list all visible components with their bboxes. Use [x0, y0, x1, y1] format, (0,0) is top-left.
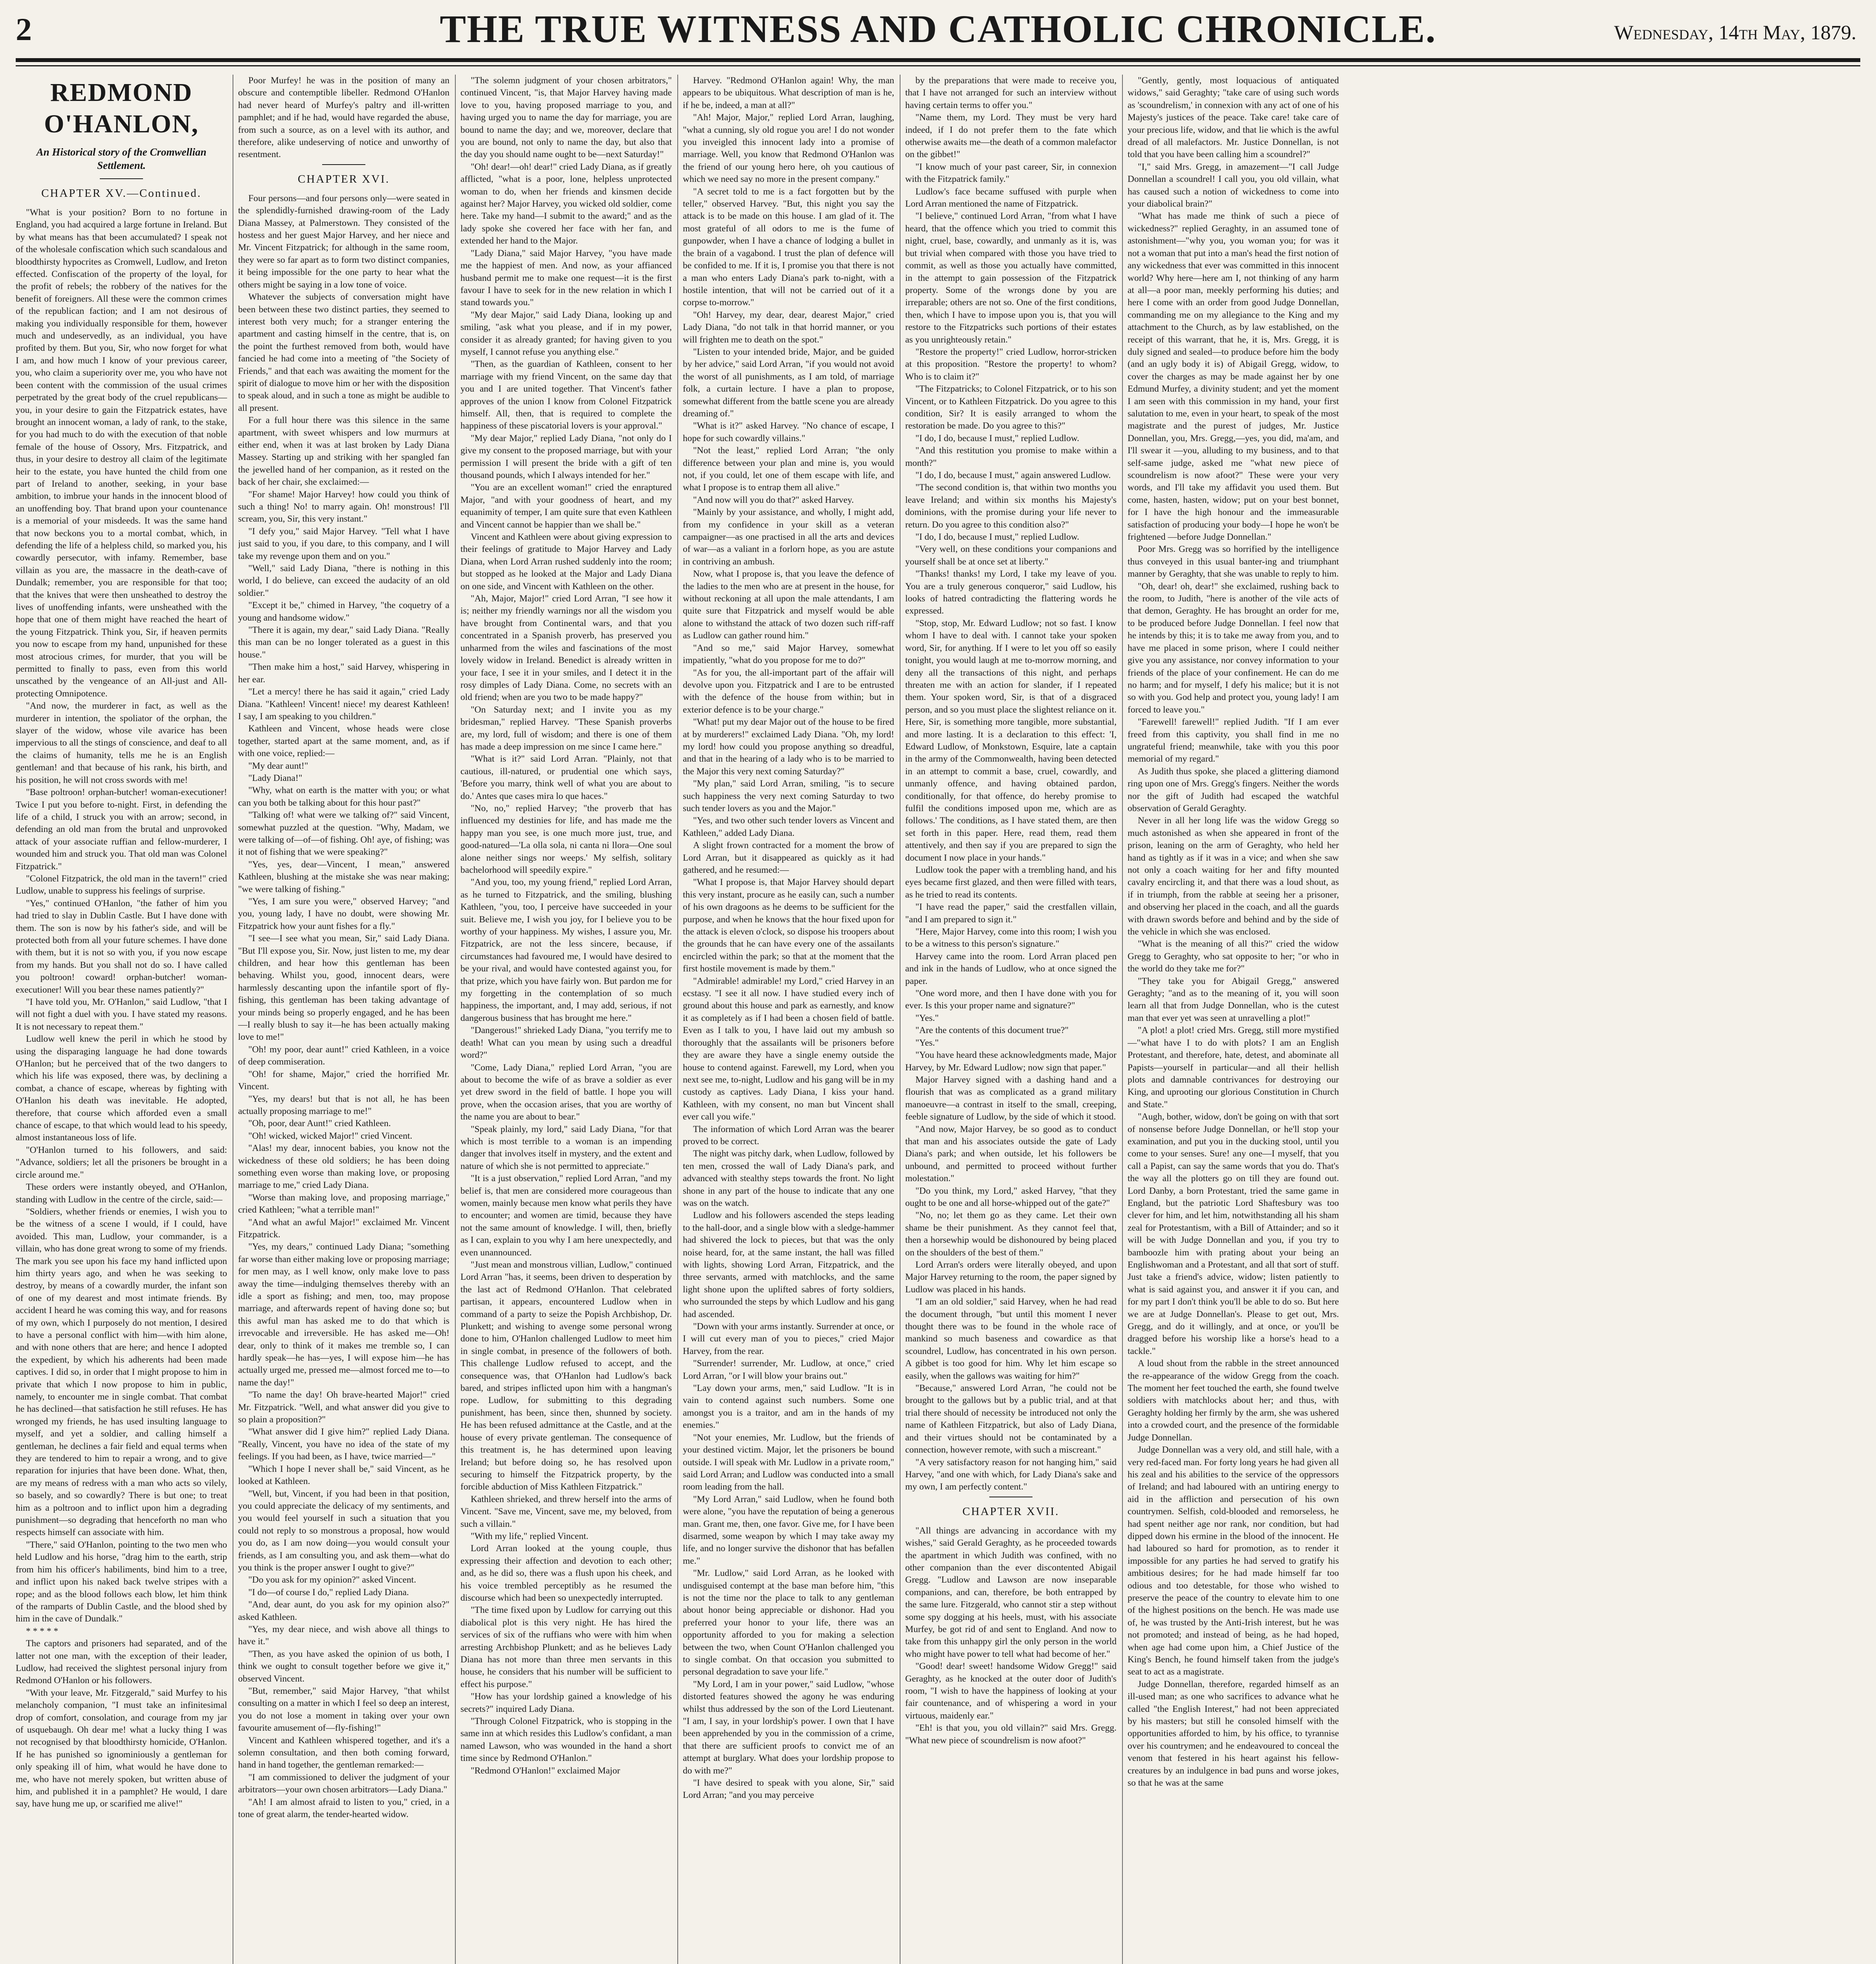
article-paragraph: "O'Hanlon turned to his followers, and said: "Advance, soldiers; let all the prisoners be brought in a circle around me." [16, 1145, 227, 1180]
article-paragraph: These orders were instantly obeyed, and O'Hanlon, standing with Ludlow in the centre of the circle, said:— [16, 1182, 227, 1205]
article-paragraph: "Augh, bother, widow, don't be going on with that sort of nonsense before Judge Donnellan, or he'll stop your examination, and put you in the ducking stool, until you come to your senses. Sure! any one—I myself, that you call a Papist, can say the same words that you do. That's the way all the plotters go on till they are found out. Lord Danby, a born Protestant, tried the same game in England, but the patriotic Lord Shaftesbury was too clever for him, and let him, notwithstanding all his sham zeal for Protestantism, with a Bill of Attainder; and so it will be with Judge Donnellan and you, if you try to bamboozle him with prating about your being an Englishwoman and a Protestant, and all that sort of stuff. Just take a friend's advice, widow; listen patiently to what is said against you, and answer it if you can, and for my part I don't think you'll be able to do so. But here we are at Judge Donnellan's. Please to get out, Mrs. Gregg, and do it willingly, and at once, or you'll be dragged before his worship like a horse's head to a tackle." [1128, 1112, 1339, 1356]
article-paragraph: "Farewell! farewell!" replied Judith. "If I am ever freed from this captivity, you shall find in me no ungrateful friend; meanwhile, take with you this poor memorial of my regard." [1128, 717, 1339, 764]
masthead [16, 5, 1860, 56]
article-paragraph: "I know much of your past career, Sir, in connexion with the Fitzpatrick family." [905, 161, 1117, 185]
column-4 [683, 75, 894, 1964]
columns [16, 75, 1860, 1964]
column-body [1128, 75, 1339, 1789]
article-paragraph: "Ah! Major, Major," replied Lord Arran, laughing, "what a cunning, sly old rogue you are! I do not wonder you inveigled this innocent lady into a promise of marriage. Well, you know that Redmond O'Hanlon was the friend of our young hero here, oh you cautious of which we need say no more in the present company." [683, 112, 894, 185]
article-paragraph: "And you, too, my young friend," replied Lord Arran, as he turned to Fitzpatrick, and the smiling, blushing Kathleen, "you, too, I perceive have succeeded in your suit. Believe me, I wish you joy, for I believe you to be worthy of your happiness. My wishes, I assure you, Mr. Fitzpatrick, are not the less sincere, because, if circumstances had favoured me, I would have desired to be your rival, and would have contested against you, for that prize, which you have fairly won. But pardon me for my forgetting in the contemplation of so much happiness, the important, and, I may add, serious, if not dangerous business that has brought me here." [460, 877, 672, 1023]
article-paragraph: "No, no; let them go as they came. Let their own shame be their punishment. As they cannot feel that, then a horsewhip would be dishonoured by being placed on the shoulders of the best of them." [905, 1210, 1117, 1258]
title-rule [100, 178, 143, 179]
article-paragraph: "You have heard these acknowledgments made, Major Harvey, by Mr. Edward Ludlow; now sign that paper." [905, 1050, 1117, 1073]
article-paragraph: "Colonel Fitzpatrick, the old man in the tavern!" cried Ludlow, unable to suppress his feelings of surprise. [16, 873, 227, 896]
article-paragraph: "Yes," continued O'Hanlon, "the father of him you had tried to slay in Dublin Castle. But I have done with them. The son is now by his father's side, and will be protected both from all your future schemes. I have done with them, but it is not so with you, if you now escape from my hands. But you shall not do so. I have called you poltroon! coward! orphan-butcher! woman-executioner! Will you bear these names patiently?" [16, 898, 227, 995]
article-paragraph: "Surrender! surrender, Mr. Ludlow, at once," cried Lord Arran, "or I will blow your brains out." [683, 1358, 894, 1381]
article-paragraph: "Yes, yes, dear—Vincent, I mean," answered Kathleen, blushing at the mistake she was near making; "we were talking of fishing." [238, 859, 449, 894]
story-title: REDMOND O'HANLON, [44, 78, 199, 138]
article-paragraph: by the preparations that were made to receive you, that I have not arranged for such an interview without having certain terms to offer you." [905, 75, 1117, 110]
article-paragraph: "Yes, my dears! but that is not all, he has been actually proposing marriage to me!" [238, 1094, 449, 1116]
article-paragraph: "Lady Diana," said Major Harvey, "you have made me the happiest of men. And now, as your affianced husband permit me to make one request—it is the first favour I have to seek for in the new relation in which I stand towards you." [460, 248, 672, 308]
article-paragraph: "How has your lordship gained a knowledge of his secrets?" inquired Lady Diana. [460, 1691, 672, 1714]
article-paragraph: Whatever the subjects of conversation might have been between these two distinct parties, they seemed to interest both very much; for a stranger entering the apartment and casting himself in the centre, that is, on the point the furthest removed from both, would have fancied he had come into a meeting of "the Society of Friends," and that each was awaiting the moment for the spirit of dialogue to move him or her with the disposition to speak aloud, and in such a tone as might be audible to all present. [238, 292, 449, 413]
article-paragraph: "What is it?" said Lord Arran. "Plainly, not that cautious, ill-natured, or prudential one which says, 'Before you marry, think well of what you are about to do.' Antes que cases mira lo que haces." [460, 754, 672, 801]
article-paragraph: Kathleen and Vincent, whose heads were close together, started apart at the same moment, and, as if with one voice, replied:— [238, 724, 449, 759]
article-paragraph: Ludlow well knew the peril in which he stood by using the disparaging language he had done towards O'Hanlon; but he perceived that of the two dangers to which his life was exposed, there was, by declining a combat, a chance of escape, whereas by fighting with O'Hanlon his death was inevitable. He adopted, therefore, that course which afforded even a small chance of escape, to that which would lead to his speedy, almost instantaneous loss of life. [16, 1034, 227, 1143]
article-paragraph: "Good! dear! sweet! handsome Widow Gregg!" said Geraghty, as he knocked at the outer door of Judith's room, "I wish to have the happiness of looking at your fair countenance, and of whispering a word in your virtuous, maidenly ear." [905, 1661, 1117, 1721]
article-paragraph: "Ah! I am almost afraid to listen to you," cried, in a tone of great alarm, the tender-hearted widow. [238, 1797, 449, 1820]
article-paragraph: "They take you for Abigail Gregg," answered Geraghty; "and as to the meaning of it, you will soon learn all that from Judge Donnellan, who is the cutest man that ever yet was seen at unravelling a plot!" [1128, 976, 1339, 1023]
article-paragraph: "I do, I do, because I must," replied Ludlow. [915, 532, 1080, 542]
article-paragraph: "Speak plainly, my lord," said Lady Diana, "for that which is most terrible to a woman is an impending danger that involves itself in mystery, and the extent and nature of which she is not permitted to appreciate." [460, 1124, 672, 1171]
article-paragraph: "Yes, my dear niece, and wish above all things to have it." [238, 1624, 449, 1647]
article-paragraph: "There," said O'Hanlon, pointing to the two men who held Ludlow and his horse, "drag him to the earth, strip from him his officer's habiliments, bind him to a tree, and inflict upon his naked back twelve stripes with a rope; and as the blood follows each blow, let him think of the ramparts of Dublin Castle, and the blood shed by him in the cave of Dundalk." [16, 1539, 227, 1624]
article-paragraph: Vincent and Kathleen were about giving expression to their feelings of gratitude to Major Harvey and Lady Diana, when Lord Arran rushed suddenly into the room; but stopped as he looked at the Major and Lady Diana on one side, and Vincent with Kathleen on the other. [460, 532, 672, 592]
article-paragraph: "The second condition is, that within two months you leave Ireland; and within six months his Majesty's dominions, with the promise during your life never to return. Do you agree to this condition also?" [905, 482, 1117, 530]
article-paragraph: "There it is again, my dear," said Lady Diana. "Really this man can be no longer tolerated as a guest in this house." [238, 625, 449, 660]
column-2 [238, 75, 449, 1964]
article-paragraph: Major Harvey signed with a dashing hand and a flourish that was as complicated as a grand military manoeuvre—a contrast in itself to the small, creeping, feeble signature of Ludlow, by the side of which it stood. [905, 1074, 1117, 1122]
article-paragraph: "Oh! wicked, wicked Major!" cried Vincent. [248, 1130, 413, 1141]
article-paragraph: Harvey. "Redmond O'Hanlon again! Why, the man appears to be ubiquitous. What description of man is he, if he be, indeed, a man at all?" [683, 75, 894, 110]
article-paragraph: "Not your enemies, Mr. Ludlow, but the friends of your destined victim. Major, let the prisoners be bound outside. I will speak with Mr. Ludlow in a private room," said Lord Arran; and Ludlow was conducted into a small room leading from the hall. [683, 1432, 894, 1492]
article-paragraph: "And this restitution you promise to make within a month?" [905, 445, 1117, 468]
article-paragraph: "Do you think, my Lord," asked Harvey, "that they ought to be one and all horse-whipped out of the gate?" [905, 1185, 1117, 1208]
article-paragraph: Ludlow took the paper with a trembling hand, and his eyes became first glazed, and then were filled with tears, as he tried to read its contents. [905, 865, 1117, 900]
article-paragraph: "The Fitzpatricks; to Colonel Fitzpatrick, or to his son Vincent, or to Kathleen Fitzpatrick. Do you agree to this condition, Sir? It is easily arranged to whom the restoration be made. Do you agree to this?" [905, 384, 1117, 431]
article-paragraph: "Lady Diana!" [248, 773, 303, 783]
article-paragraph: "Here, Major Harvey, come into this room; I wish you to be a witness to this person's signature." [905, 927, 1117, 949]
article-paragraph: As Judith thus spoke, she placed a glittering diamond ring upon one of Mrs. Gregg's fingers. Neither the words nor the gift of Judith had escaped the watchful observation of Gerald Geraghty. [1128, 766, 1339, 813]
article-paragraph: "I do, I do, because I must," replied Ludlow. [915, 433, 1080, 443]
masthead-rule [16, 58, 1860, 62]
article-paragraph: "One word more, and then I have done with you for ever. Is this your proper name and signature?" [905, 988, 1117, 1011]
article-paragraph: A slight frown contracted for a moment the brow of Lord Arran, but it disappeared as quickly as it had gathered, and he resumed:— [683, 840, 894, 875]
article-paragraph: "Mainly by your assistance, and wholly, I might add, from my confidence in your skill as a veteran campaigner—as one practised in all the arts and devices of war—as a valiant in a forlorn hope, as you are astute in contriving an ambush. [683, 507, 894, 567]
article-paragraph: Ludlow's face became suffused with purple when Lord Arran mentioned the name of Fitzpatrick. [905, 186, 1117, 209]
article-paragraph: "Oh, dear! oh, dear!" she exclaimed, rushing back to the room, to Judith, "here is another of the vile acts of that demon, Geraghty. He has brought an order for me, to be produced before Judge Donnellan. I feel now that he intends by this; it is to take me away from you, and to have me placed in some prison, where I could neither give you any assistance, nor convey information to your friends of the place of your confinement. He can do me no harm; and for myself, I defy his malice; but it is not so with you. God help and protect you, young lady! I am forced to leave you." [1128, 581, 1339, 715]
article-paragraph: "On Saturday next; and I invite you as my bridesman," replied Harvey. "These Spanish proverbs are, my lord, full of wisdom; and there is one of them has made a deep impression on me since I came here." [460, 704, 672, 752]
article-paragraph: "Let a mercy! there he has said it again," cried Lady Diana. "Kathleen! Vincent! niece! my dearest Kathleen! I say, I am speaking to you children." [238, 687, 449, 722]
article-paragraph: "Are the contents of this document true?" [915, 1025, 1069, 1036]
article-paragraph: "To name the day! Oh brave-hearted Major!" cried Mr. Fitzpatrick. "Well, and what answer did you give to so plain a proposition?" [238, 1390, 449, 1425]
column-divider [1122, 75, 1123, 1964]
article-paragraph: "My Lord Arran," said Ludlow, when he found both were alone, "you have the reputation of being a generous man. Grant me, then, one favor. Give me, for I have been disarmed, some weapon by which I may take away my life, and no longer survive the dishonor that has befallen me." [683, 1494, 894, 1566]
article-paragraph: "The solemn judgment of your chosen arbitrators," continued Vincent, "is, that Major Harvey having made love to you, having proposed marriage to you, and having urged you to name the day for marriage, you are bound to name the day; and we, moreover, declare that you are bound, not only to name the day, but also that the day you should name ought to be—next Saturday!" [460, 75, 672, 160]
article-paragraph: For a full hour there was this silence in the same apartment, with sweet whispers and low murmurs at either end, when it was at last broken by Lady Diana Massey. Starting up and striking with her spangled fan the jewelled hand of her companion, as it rested on the back of her chair, she exclaimed:— [238, 415, 449, 487]
article-paragraph: "Oh! for shame, Major," cried the horrified Mr. Vincent. [238, 1069, 449, 1092]
article-paragraph: "And so me," said Major Harvey, somewhat impatiently, "what do you propose for me to do?" [683, 643, 894, 666]
article-paragraph: "You are an excellent woman!" cried the enraptured Major, "and with your goodness of heart, and my equanimity of temper, I am quite sure that even Kathleen and Vincent cannot be happier than we shall be." [460, 482, 672, 530]
article-paragraph: "I am an old soldier," said Harvey, when he had read the document through, "but until this moment I never thought there was to be found in the whole race of mankind so much baseness and cowardice as that scoundrel, Ludlow, has concentrated in his own person. A gibbet is too good for him. Why let him escape so easily, when the gallows was waiting for him?" [905, 1297, 1117, 1381]
column-body [905, 1525, 1117, 1747]
article-paragraph: Poor Mrs. Gregg was so horrified by the intelligence thus conveyed in this usual banter-ing and triumphant manner by Geraghty, that she was unable to reply to him. [1128, 544, 1339, 579]
section-rule [322, 164, 365, 165]
article-paragraph: Judge Donnellan, therefore, regarded himself as an ill-used man; as one who sacrifices to advance what he called "the English Interest," had not been appreciated by his masters; but still he consoled himself with the opportunities afforded to him, by his office, to tyrannise over his countrymen; and he endeavoured to conceal the venom that festered in his heart against his fellow-creatures by an indulgence in bad puns and worse jokes, so that he was at the same [1128, 1679, 1339, 1788]
article-paragraph: "No, no," replied Harvey; "the proverb that has influenced my destinies for life, and has made me the happy man you see, is one much more just, true, and good-natured—'La olla sola, ni canta ni llora—One soul alone neither sings nor weeps.' My selfish, solitary bachelorhood will speedily expire." [460, 803, 672, 875]
article-paragraph: "What is the meaning of all this?" cried the widow Gregg to Geraghty, who sat opposite to her; "or who in the world do they take me for?" [1128, 939, 1339, 974]
column-body [683, 75, 894, 1802]
column-body [238, 75, 449, 161]
article-paragraph: "Because," answered Lord Arran, "he could not be brought to the gallows but by a public trial, and at that trial there should of necessity be introduced not only the name of Kathleen Fitzpatrick, but also of Lady Diana, and their virtues should not be contaminated by a connection, however remote, with such a miscreant." [905, 1383, 1117, 1455]
article-paragraph: "Except it be," chimed in Harvey, "the coquetry of a young and handsome widow." [238, 600, 449, 623]
article-paragraph: Lord Arran looked at the young couple, thus expressing their affection and devotion to each other; and, as he did so, there was a flush upon his cheek, and his voice trembled perceptibly as he resumed the discourse which had been so unexpectedly interrupted. [460, 1543, 672, 1603]
article-paragraph: The information of which Lord Arran was the bearer proved to be correct. [683, 1124, 894, 1147]
column-divider [455, 75, 456, 1964]
article-paragraph: "Oh! my poor, dear aunt!" cried Kathleen, in a voice of deep commiseration. [238, 1044, 449, 1067]
column-5 [905, 75, 1117, 1964]
article-paragraph: Never in all her long life was the widow Gregg so much astonished as when she appeared in front of the prison, leaning on the arm of Geraghty, who held her hand as tightly as if it was in a vice; and when she saw not only a coach waiting for her and fifty mounted cavalry encircling it, and that there was a loud shout, as if in triumph, from the rabble at seeing her a prisoner, and observing her placed in the coach, and all the guards with drawn swords before and behind and by the side of the vehicle in which she was enclosed. [1128, 815, 1339, 937]
article-paragraph: "Listen to your intended bride, Major, and be guided by her advice," said Lord Arran, "if you would not avoid the worst of all punishments, as I am told, of marriage folk, a curtain lecture. I have a plan to propose, somewhat different from the battle scene you are already dreaming of." [683, 346, 894, 419]
article-paragraph: "Then, as you have asked the opinion of us both, I think we ought to consult together before we give it," observed Vincent. [238, 1649, 449, 1684]
article-paragraph: "I do, I do, because I must," again answered Ludlow. [915, 470, 1111, 480]
column-1 [16, 75, 227, 1964]
chapter-heading: CHAPTER XV.—Continued. [41, 187, 202, 200]
article-paragraph: "Redmond O'Hanlon!" exclaimed Major [471, 1765, 620, 1776]
article-paragraph: "I have desired to speak with you alone, Sir," said Lord Arran; "and you may perceive [683, 1778, 894, 1801]
article-paragraph: "Mr. Ludlow," said Lord Arran, as he looked with undisguised contempt at the base man before him, "this is not the time nor the place to talk to any gentleman about honor being appreciable or dishonor. Had you preferred your honor to your life, there was an opportunity afforded to you for making a selection between the two, when Count O'Hanlon challenged you to single combat. On that occasion you submitted to personal degradation to save your life." [683, 1568, 894, 1677]
chapter-heading: CHAPTER XVII. [962, 1505, 1060, 1518]
article-paragraph: "And now, Major Harvey, be so good as to conduct that man and his associates outside the gate of Lady Diana's park; and when outside, let his followers be unbound, and permitted to proceed without further molestation." [905, 1124, 1117, 1184]
article-paragraph: "Yes, my dears," continued Lady Diana; "something far worse than either making love or proposing marriage; for men may, as I well know, only make love to pass away the time—indulging themselves thereby with an idle a sport as fishing; and men, too, may propose marriage, and afterwards repent of having done so; but this awful man has asked me to do that which is irrevocable and irreversible. He has asked me—Oh! dear, only to think of it makes me tremble so, I can hardly speak—he has—yes, I will expose him—he has actually urged me, pressed me—almost forced me to—to name the day!" [238, 1242, 449, 1388]
article-paragraph: "I have told you, Mr. O'Hanlon," said Ludlow, "that I will not fight a duel with you. I have stated my reasons. It is not necessary to repeat them." [16, 997, 227, 1032]
article-paragraph: "I believe," continued Lord Arran, "from what I have heard, that the offence which you tried to commit this night, cruel, base, cowardly, and unmanly as it is, was but trivial when compared with those you have tried to commit, as well as those you actually have committed, in the attempt to gain possession of the Fitzpatrick property. Some of the wrongs done by you are irreparable; others are not so. One of the first conditions, then, which I have to impose upon you is, that you will restore to the Fitzpatricks such portions of their estates as you unrighteously retain." [905, 211, 1117, 345]
issue-date: Wednesday, 14th May, 1879. [1614, 22, 1856, 44]
article-paragraph: "Base poltroon! orphan-butcher! woman-executioner! Twice I put you before to-night. First, in defending the life of a child, I struck you with an arrow; second, in defending an old man from the brutal and unprovoked attack of your associate ruffian and fellow-murderer, I wounded him and struck you. That old man was Colonel Fitzpatrick." [16, 787, 227, 872]
article-paragraph: "Well, but, Vincent, if you had been in that position, you could appreciate the delicacy of my sentiments, and you would feel yourself in such a situation that you could not reply to so monstrous a proposal, how would you do, as I am now doing—you would consult your friends, as I am consulting you, and ask them—what do you think is the proper answer I ought to give?" [238, 1488, 449, 1573]
article-paragraph: "My dear Major," replied Lady Diana, "not only do I give my consent to the proposed marriage, but with your permission I will present the bride with a gift of ten thousand pounds, which I always intended for her." [460, 433, 672, 480]
article-paragraph: "I see—I see what you mean, Sir," said Lady Diana. "But I'll expose you, Sir. Now, just listen to me, my dear children, and hear how this gentleman has been behaving. Whilst you, good, innocent dears, were harmlessly descanting upon the infantile sport of fly-fishing, this gentleman has been taking advantage of your minds being so properly engaged, and he has been—I really blush to say it—he has been actually making love to me!" [238, 933, 449, 1042]
article-paragraph: "Dangerous!" shrieked Lady Diana, "you terrify me to death! What can you mean by using such a dreadful word?" [460, 1025, 672, 1061]
article-paragraph: "My Lord, I am in your power," said Ludlow, "whose distorted features showed the agony he was enduring whilst thus addressed by the son of the Lord Lieutenant. "I am, I say, in your lordship's power. I own that I have been apprehended by you in the commission of a crime, that there are sufficient proofs to convict me of an attempt at burglary. What does your lordship propose to do with me?" [683, 1679, 894, 1776]
article-paragraph: "Yes." [915, 1013, 939, 1023]
article-paragraph: Now, what I propose is, that you leave the defence of the ladies to the men who are at present in the house, for without reckoning at all upon the male attendants, I am quite sure that Fitzpatrick and myself would be able alone to withstand the attack of two dozen such riff-raff as Ludlow can gather round him." [683, 569, 894, 641]
article-paragraph: "What is it?" asked Harvey. "No chance of escape, I hope for such cowardly villains." [683, 421, 894, 443]
article-paragraph: "And now, the murderer in fact, as well as the murderer in intention, the spoliator of the orphan, the slayer of the widow, whose vile avarice has been impervious to all the stings of conscience, and deaf to all the claims of humanity, tells me he is an English gentleman! and that because of his rank, his birth, and his position, he will not cross swords with me! [16, 701, 227, 785]
article-paragraph: "What answer did I give him?" replied Lady Diana. "Really, Vincent, you have no idea of the state of my feelings. If you had been, as I have, twice married—" [238, 1427, 449, 1462]
article-paragraph: Vincent and Kathleen whispered together, and it's a solemn consultation, and then both coming forward, hand in hand together, the gentleman remarked:— [238, 1735, 449, 1770]
column-body [238, 192, 449, 1821]
article-paragraph: "Then make him a host," said Harvey, whispering in her ear. [238, 662, 449, 685]
article-paragraph: "I do—of course I do," replied Lady Diana. [248, 1587, 409, 1598]
column-divider [677, 75, 678, 1964]
article-paragraph: Poor Murfey! he was in the position of many an obscure and contemptible libeller. Redmond O'Hanlon had never heard of Murfey's paltry and ill-written pamphlet; and if he had, would have regarded the abuse, from such a source, as on a level with its author, and therefore, alike undeserving of notice and unworthy of resentment. [238, 75, 449, 160]
article-paragraph: "Stop, stop, Mr. Edward Ludlow; not so fast. I know whom I have to deal with. I cannot take your spoken word, Sir, for anything. If I were to let you off so easily tonight, you would laugh at me to-morrow morning, and deny all the transactions of this night, and perhaps threaten me with an action for slander, if I repeated them. Your spoken word, Sir, is that of a disgraced person, and so you must place the slightest reliance on it. Here, Sir, is something more tangible, more substantial, and more lasting. It is a declaration to this effect: 'I, Edward Ludlow, of Monkstown, Esquire, late a captain in the army of the Commonwealth, having been detected in an attempt to commit a base, cruel, cowardly, and unmanly offence, and having obtained pardon, conditionally, for that offence, do hereby promise to fulfil the conditions imposed upon me, which are as follows.' The conditions, as I have stated them, are then set forth in this paper. Here, read them, read them attentively, and then say if you are prepared to sign the document I now place in your hands." [905, 618, 1117, 863]
article-paragraph: "Restore the property!" cried Ludlow, horror-stricken at this proposition. "Restore the property! to whom? Who is to claim it?" [905, 346, 1117, 382]
article-paragraph: "But, remember," said Major Harvey, "that whilst consulting on a matter in which I feel so deep an interest, you do not lose a moment in taking over your own favourite amusement of—fly-fishing!" [238, 1686, 449, 1733]
article-paragraph: "As for you, the all-important part of the affair will devolve upon you. Fitzpatrick and I are to be entrusted with the defence of the house from within; but in exterior defence is to be your charge." [683, 667, 894, 715]
article-paragraph: Lord Arran's orders were literally obeyed, and upon Major Harvey returning to the room, the paper signed by Ludlow was placed in his hands. [905, 1260, 1117, 1295]
article-paragraph: "A very satisfactory reason for not hanging him," said Harvey, "and one with which, for Lady Diana's sake and my own, I am perfectly content." [905, 1457, 1117, 1492]
article-paragraph: "And, dear aunt, do you ask for my opinion also?" asked Kathleen. [238, 1599, 449, 1622]
article-paragraph: "What has made me think of such a piece of wickedness?" replied Geraghty, in an assumed tone of astonishment—"why you, you woman you; for was it not a woman that put into a man's head the first notion of any wickedness that ever was committed in this innocent world? Why here—here am I, not thinking of any harm at all—a poor man, meekly performing his duties; and here I come with an order from good Judge Donnellan, commanding me on my allegiance to the King and my attachment to the Church, as by law established, on the receipt of this warrant, that he, it is, Mrs. Gregg, it is duly signed and sealed—to produce before him the body (and an ugly body it is) of Abigail Gregg, widow, to cover the charges as may be made against her by one Edmund Murfey, a divinity student; and yet the moment I am seen with this commission in my hand, your first salutation to me, even in your heart, to speak of the most magistrate and the purest of judges, Mr. Justice Donnellan, you, Mrs. Gregg,—yes, you did, ma'am, and I'll swear it —you, alluding to my business, and to that self-same judge, asked me "what new piece of scoundrelism is now afoot?" These were your very words, and I'll take my affidavit you used them. But come, hasten, hasten, widow; put on your best bonnet, for I have the high honour and the immeasurable satisfaction of producing your body—I hope he won't be frightened —before Judge Donnellan." [1128, 211, 1339, 542]
masthead-rule-thin [16, 65, 1860, 66]
article-paragraph: Kathleen shrieked, and threw herself into the arms of Vincent. "Save me, Vincent, save me, my beloved, from such a villain." [460, 1494, 672, 1529]
article-paragraph: "A plot! a plot! cried Mrs. Gregg, still more mystified—"what have I to do with plots? I am an English Protestant, and therefore, hate, detest, and abominate all Papists—yourself in particular—and all their hellish plots and damnable contrivances for destroying our King, and uprooting our glorious Constitution in Church and State." [1128, 1025, 1339, 1110]
article-paragraph: "Thanks! thanks! my Lord, I take my leave of you. You are a truly generous conqueror," said Ludlow, his looks of hatred contradicting the flattering words he expressed. [905, 569, 1117, 616]
article-paragraph: "Then, as the guardian of Kathleen, consent to her marriage with my friend Vincent, on the same day that you and I are united together. That Vincent's father approves of the union I know from Colonel Fitzpatrick himself. All, then, that is required to complete the happiness of these piscatorial lovers is your approval." [460, 359, 672, 431]
article-paragraph: "Gently, gently, most loquacious of antiquated widows," said Geraghty; "take care of using such words as 'scoundrelism,' in connexion with any act of one of his Majesty's justices of the peace. Take care! take care of your precious life, widow, and that lie which is the awful dread of all malefactors. Mr. Justice Donnellan, is not told that you have been calling him a scoundrel?" [1128, 75, 1339, 160]
article-paragraph: "What is your position? Born to no fortune in England, you had acquired a large fortune in Ireland. But by what means has that been accumulated? I speak not of the wholesale confiscation which such scandalous and bloodthirsty hypocrites as Cromwell, Ludlow, and Ireton effected. Confiscation of the property of the loyal, for the profit of rebels; the robbery of the natives for the benefit of foreigners. All these were the common crimes of the republican faction; and I am not desirous of making you individually responsible for them, however much and undeservedly, as an individual, you have profited by them. But you, Sir, who now forget for what I am, and how much I know of your previous career, you, who claim a superiority over me, you who have not been content with the commission of the usual crimes perpetrated by the great body of the cruel republicans—you, in your desire to gain the Fitzpatrick estates, have brought an innocent woman, a lady of rank, to the stake, for you had much to do with the execution of that noble female of the house of Ossory, Mrs. Fitzpatrick, and thus, in your desire to destroy all claim of the legitimate heir to the estate, you have hunted the child from one part of Ireland to another, seeking, in your base ambition, to imbrue your hands in the innocent blood of an unoffending boy. That brand upon your countenance is a memorial of your misdeeds. It was the same hand that now beckons you to a mortal combat, which, in defending the life of a helpless child, so marked you, his cowardly persecutor, with infamy. Remember, base villain as you are, the massacre in the death-cave of Dundalk; remember, you are responsible for that too; that the knives that were then unsheathed to destroy the lives of unoffending infants, were unsheathed with the hope that one of them might have reached the heart of the young Fitzpatrick. Think you, Sir, if heaven permits you now to escape from my hand, unpunished for these most atrocious crimes, for murder, that you will be permitted to finally to pass, even from this world unscathed by the vengeance of an All-just and All-protecting Omnipotence. [16, 207, 227, 699]
article-paragraph: "A secret told to me is a fact forgotten but by the teller," observed Harvey. "But, this night you say the attack is to be made on this house. I am glad of it. The most grateful of all odors to me is the fume of gunpowder, when I have a chance of lodging a bullet in the brain of a vagabond. I trust the plan of defence will be confided to me. If it is, I promise you that there is not a man who enters Lady Diana's park to-night, with a hostile intention, that will not be carried out of it a corpse to-morrow." [683, 186, 894, 308]
article-paragraph: "Oh! Harvey, my dear, dear, dearest Major," cried Lady Diana, "do not talk in that horrid manner, or you will frighten me to death on the spot." [683, 310, 894, 345]
chapter-heading: CHAPTER XVI. [297, 172, 390, 185]
article-paragraph: The night was pitchy dark, when Ludlow, followed by ten men, crossed the wall of Lady Diana's park, and advanced with stealthy steps towards the front. No light shone in any part of the house to indicate that any one was on the watch. [683, 1149, 894, 1208]
article-paragraph: "Not the least," replied Lord Arran; "the only difference between your plan and mine is, you would not, if you could, let one of them escape with life, and what I propose is to entrap them all alive." [683, 445, 894, 493]
article-paragraph: "Do you ask for my opinion?" asked Vincent. [248, 1575, 416, 1585]
article-paragraph: "My plan," said Lord Arran, smiling, "is to secure such happiness the very next coming Saturday to two such tender lovers as you and the Major." [683, 779, 894, 813]
article-paragraph: Ludlow and his followers ascended the steps leading to the hall-door, and a single blow with a sledge-hammer had shivered the lock to pieces, but that was the only noise heard, for, at the same instant, the hall was filled with lights, showing Lord Arran, Fitzpatrick, and the three servants, armed with matchlocks, and the same light shone upon the uplifted sabres of forty soldiers, who surrounded the steps by which Ludlow and his gang had ascended. [683, 1210, 894, 1319]
article-paragraph: Judge Donnellan was a very old, and still hale, with a very red-faced man. For forty long years he had given all his zeal and his abilities to the service of the oppressors of Ireland; and had laboured with an untiring energy to aid in the affliction and persecution of his own countrymen. Selfish, cold-blooded and remorseless, he had spent neither age nor rank, nor condition, but had dipped down his ermine in the blood of the innocent. He had laboured so hard for promotion, as to render it impossible for any parties he had served to gratify his ambitious desires; for he had made himself far too odious and too detestable, for those who wished to preserve the peace of the country to elevate him to one of the highest positions on the bench. He was made use of, he was trusted by the Anti-Irish interest, but he was not promoted; and instead of being, as he had hoped, when age had come upon him, a Chief Justice of the King's Bench, he found himself taken from the judge's seat to act as a magistrate. [1128, 1445, 1339, 1677]
article-paragraph: "With my life," replied Vincent. [471, 1531, 589, 1541]
article-paragraph: "Talking of! what were we talking of?" said Vincent, somewhat puzzled at the question. "Why, Madam, we were talking of—of—of fishing. Oh! aye, of fishing; was it not of fishing that we were speaking?" [238, 810, 449, 857]
article-paragraph: "Soldiers, whether friends or enemies, I wish you to be the witness of a scene I would, if I could, have avoided. This man, Ludlow, your commander, is a villain, who has done great wrong to some of my friends. The mark you see upon his face my hand inflicted upon him thirty years ago, and when he was seeking to destroy, by means of a cowardly murder, the infant son of one of my dearest and most intimate friends. By accident I heard he was coming this way, and for reasons of my own, which I purposely do not mention, I desired to have a personal conflict with him—with him alone, and with none others that are here; and hence I adopted the expedient, by which his adherents had been made captives. I did so, in order that I might propose to him in private that which I now propose to him in public, namely, to encounter me in single combat. That combat he has declined—that satisfaction he still refuses. He has wronged my friends, he has used insulting language to myself, and yet a soldier, and calling himself a gentleman, he declines a fair field and equal terms when they are tendered to him to repair a wrong, and to give reparation for injuries that have been done. What, then, are my means of redress with a man who acts so vilely, so basely, and so cowardly? There is but one; to treat him as a poltroon and to inflict upon him a degrading punishment—so degrading that henceforth no man who respects himself can associate with him. [16, 1206, 227, 1538]
article-paragraph: "Admirable! admirable! my Lord," cried Harvey in an ecstasy. "I see it all now. I have studied every inch of ground about this house and park as earnestly, and know it as completely as if I had been a chosen field of battle. Even as I talk to you, I have laid out my ambush so thoroughly that the assailants will be prisoners before they are aware they have a single enemy outside the house to contend against. Farewell, my Lord, when you next see me, to-night, Ludlow and his gang will be in my custody as captives. Lady Diana, I kiss your hand. Kathleen, with my consent, no man but Vincent shall ever call you wife." [683, 976, 894, 1122]
column-body [16, 207, 227, 1810]
column-6 [1128, 75, 1339, 1964]
article-paragraph: "Come, Lady Diana," replied Lord Arran, "you are about to become the wife of as brave a soldier as ever yet drew sword in the field of battle. I hope you will prove, when the occasion arises, that you are worthy of the name you are about to bear." [460, 1062, 672, 1122]
article-paragraph: "My dear aunt!" [248, 760, 308, 771]
article-paragraph: "Lay down your arms, men," said Ludlow. "It is in vain to contend against such numbers. Some one amongst you is a traitor, and am in the hands of my enemies." [683, 1383, 894, 1431]
article-paragraph: "Through Colonel Fitzpatrick, who is stopping in the same inn at which resides this Ludlow's confidant, a man named Lawson, who was wounded in the hand a short time since by Redmond O'Hanlon." [460, 1716, 672, 1764]
article-paragraph: "Yes." [915, 1037, 939, 1048]
article-paragraph: "And what an awful Major!" exclaimed Mr. Vincent Fitzpatrick. [238, 1217, 449, 1240]
article-paragraph: "Name them, my Lord. They must be very hard indeed, if I do not prefer them to the fate which otherwise awaits me—the death of a common malefactor on the gibbet!" [905, 112, 1117, 160]
article-paragraph: "I am commissioned to deliver the judgment of your arbitrators—your own chosen arbitrators—Lady Diana." [238, 1772, 449, 1795]
article-paragraph: "Which I hope I never shall be," said Vincent, as he looked at Kathleen. [238, 1464, 449, 1487]
article-paragraph: "Eh! is that you, you old villain?" said Mrs. Gregg. "What new piece of scoundrelism is now afoot?" [905, 1723, 1117, 1746]
article-paragraph: A loud shout from the rabble in the street announced the re-appearance of the widow Gregg from the coach. The moment her feet touched the earth, she found twelve soldiers with matchlocks about her; and thus, with Geraghty holding her firmly by the arm, she was ushered into a crowded court, and the presence of the formidable Judge Donnellan. [1128, 1358, 1339, 1443]
article-paragraph: "Very well, on these conditions your companions and yourself shall be at once set at liberty." [905, 544, 1117, 567]
article-paragraph: "I have read the paper," said the crestfallen villain, "and I am prepared to sign it." [905, 902, 1117, 925]
column-body [905, 75, 1117, 1493]
article-paragraph: "All things are advancing in accordance with my wishes," said Gerald Geraghty, as he proceeded towards the apartment in which Judith was confined, with no other companion than the ever discontented Abigail Gregg. "Ludlow and Lawson are now inseparable companions, and can, therefore, be both entrapped by the same lure. Fitzgerald, who cannot stir a step without some spy dogging at his heels, must, with his associate Murfey, be got rid of and sent to England. And now to take from this unhappy girl the only person in the world who might have power to tell what had become of her." [905, 1525, 1117, 1659]
article-paragraph: "I," said Mrs. Gregg, in amazement—"I call Judge Donnellan a scoundrel! I call you, you old villain, what has caused such a notion of wickedness to come into your diabolical brain?" [1128, 161, 1339, 209]
article-paragraph: "Well," said Lady Diana, "there is nothing in this world, I do believe, can exceed the audacity of an old soldier." [238, 563, 449, 598]
article-paragraph: "Just mean and monstrous villian, Ludlow," continued Lord Arran "has, it seems, been driven to desperation by the last act of Redmond O'Hanlon. That celebrated partisan, it appears, encountered Ludlow when in command of a party to seize the Popish Archbishop, Dr. Plunkett; and wishing to avenge some personal wrong done to him, O'Hanlon challenged Ludlow to meet him in single combat, in presence of the followers of both. This challenge Ludlow refused to accept, and the consequence was, that O'Hanlon had Ludlow's back bared, and stripes inflicted upon him with a hangman's rope. Ludlow, for submitting to this degrading punishment, has been, since then, shunned by society. He has been refused admittance at the Castle, and at the house of every private gentleman. The consequence of this treatment is, he has determined upon leaving Ireland; but before doing so, he has resolved upon securing to himself the Fitzpatrick property, by the forcible abduction of Miss Kathleen Fitzpatrick." [460, 1260, 672, 1492]
article-paragraph: "For shame! Major Harvey! how could you think of such a thing! No! to marry again. Oh! monstrous! I'll scream, you, Sir, this very instant." [238, 489, 449, 524]
page-number: 2 [16, 11, 32, 47]
column-3 [460, 75, 672, 1964]
article-paragraph: "Down with your arms instantly. Surrender at once, or I will cut every man of you to pieces," cried Major Harvey, from the rear. [683, 1321, 894, 1356]
column-body [460, 75, 672, 1777]
article-paragraph: "And now will you do that?" asked Harvey. [693, 495, 854, 505]
article-paragraph: "I defy you," said Major Harvey. "Tell what I have just said to you, if you dare, to this company, and I will take my revenge upon them and on you." [238, 526, 449, 561]
newspaper-title: THE TRUE WITNESS AND CATHOLIC CHRONICLE. [440, 7, 1436, 51]
article-paragraph: The captors and prisoners had separated, and of the latter not one man, with the exception of their leader, Ludlow, had received the slightest personal injury from Redmond O'Hanlon or his followers. [16, 1638, 227, 1686]
article-paragraph: Four persons—and four persons only—were seated in the splendidly-furnished drawing-room of the Lady Diana Massey, at Palmerstown. They consisted of the hostess and her guest Major Harvey, and her niece and Mr. Vincent Fitzpatrick; for although in the same room, they were so far apart as to form two distinct companies, it being impossible for the one party to hear what the others might be saying in a low tone of voice. [238, 193, 449, 290]
article-paragraph: "It is a just observation," replied Lord Arran, "and my belief is, that men are considered more courageous than women, mainly because men know what perils they have to encounter; and women are timid, because they have not the same amount of knowledge. I will, then, briefly as I can, explain to you why I am here unexpectedly, and even unannounced. [460, 1173, 672, 1258]
article-paragraph: "Oh, poor, dear Aunt!" cried Kathleen. [248, 1118, 391, 1129]
article-paragraph: "Ah, Major, Major!" cried Lord Arran, "I see how it is; neither my friendly warnings nor all the wisdom you have brought from Continental wars, and that you concentrated in a Spanish proverb, has preserved you unharmed from the wiles and fascinations of the most lovely widow in Ireland. Benedict is already written in your face, I see it in your smiles, and I detect it in the rosy dimples of Lady Diana. Come, no secrets with an old friend; when are you two to be made happy?" [460, 594, 672, 703]
article-paragraph: "Worse than making love, and proposing marriage," cried Kathleen; "what a terrible man!" [238, 1192, 449, 1215]
article-paragraph: "Oh! dear!—oh! dear!" cried Lady Diana, as if greatly afflicted, "what is a poor, lone, helpless unprotected woman to do, when her friends and kinsmen decide against her? Major Harvey, you wicked old soldier, come here. Take my hand—I submit to the award;" and as the lady spoke she covered her face with her fan, and extended her hand to the Major. [460, 161, 672, 246]
article-paragraph: "The time fixed upon by Ludlow for carrying out this diabolical plot is this very night. He has hired the services of six of the ruffians who were with him when arresting Archbishop Plunkett; and as he believes Lady Diana has not more than three men servants in this house, he considers that his number will be sufficient to effect his purpose." [460, 1605, 672, 1689]
article-paragraph: "Yes, I am sure you were," observed Harvey; "and you, young lady, I have no doubt, were showing Mr. Fitzpatrick how your aunt fishes for a fly." [238, 896, 449, 931]
article-paragraph: "What I propose is, that Major Harvey should depart this very instant, procure as he easily can, such a number of his own dragoons as he deems to be sufficient for the purpose, and when he knows that the hour fixed upon for the attack is eleven o'clock, so dispose his troopers about the grounds that he can have every one of the assailants encircled within the park; so that at the moment that the first hostile movement is made by them." [683, 877, 894, 974]
story-subtitle: An Historical story of the Cromwellian Settlement. [36, 146, 207, 171]
article-paragraph: * * * * * [26, 1626, 59, 1636]
article-paragraph: "Yes, and two other such tender lovers as Vincent and Kathleen," added Lady Diana. [683, 815, 894, 838]
article-paragraph: "My dear Major," said Lady Diana, looking up and smiling, "ask what you please, and if in my power, consider it as already granted; for having given to you myself, I cannot refuse you anything else." [460, 310, 672, 357]
article-paragraph: "What! put my dear Major out of the house to be fired at by murderers!" exclaimed Lady Diana. "Oh, my lord! my lord! how could you propose anything so dreadful, and that in the hearing of a lady who is to be married to the Major this very next coming Saturday?" [683, 717, 894, 777]
article-paragraph: "Why, what on earth is the matter with you; or what can you both be talking about for this hour past?" [238, 785, 449, 808]
article-paragraph: "Alas! my dear, innocent babies, you know not the wickedness of these old soldiers; he has been doing something even worse than making love, or proposing marriage to me," cried Lady Diana. [238, 1143, 449, 1191]
article-paragraph: "With your leave, Mr. Fitzgerald," said Murfey to his melancholy companion, "I must take an infinitesimal drop of comfort, consolation, and courage from my jar of usquebaugh. Oh dear me! what a lucky thing I was not recognised by that bloodthirsty homicide, O'Hanlon. If he has punished so ignominiously a gentleman for only speaking ill of him, what would he have done to me, who have not merely spoken, but written abuse of him, and published it in a pamphlet? He would, I dare say, have hung me up, or scarified me alive!" [16, 1687, 227, 1809]
article-paragraph: Harvey came into the room. Lord Arran placed pen and ink in the hands of Ludlow, who at once signed the paper. [905, 951, 1117, 986]
